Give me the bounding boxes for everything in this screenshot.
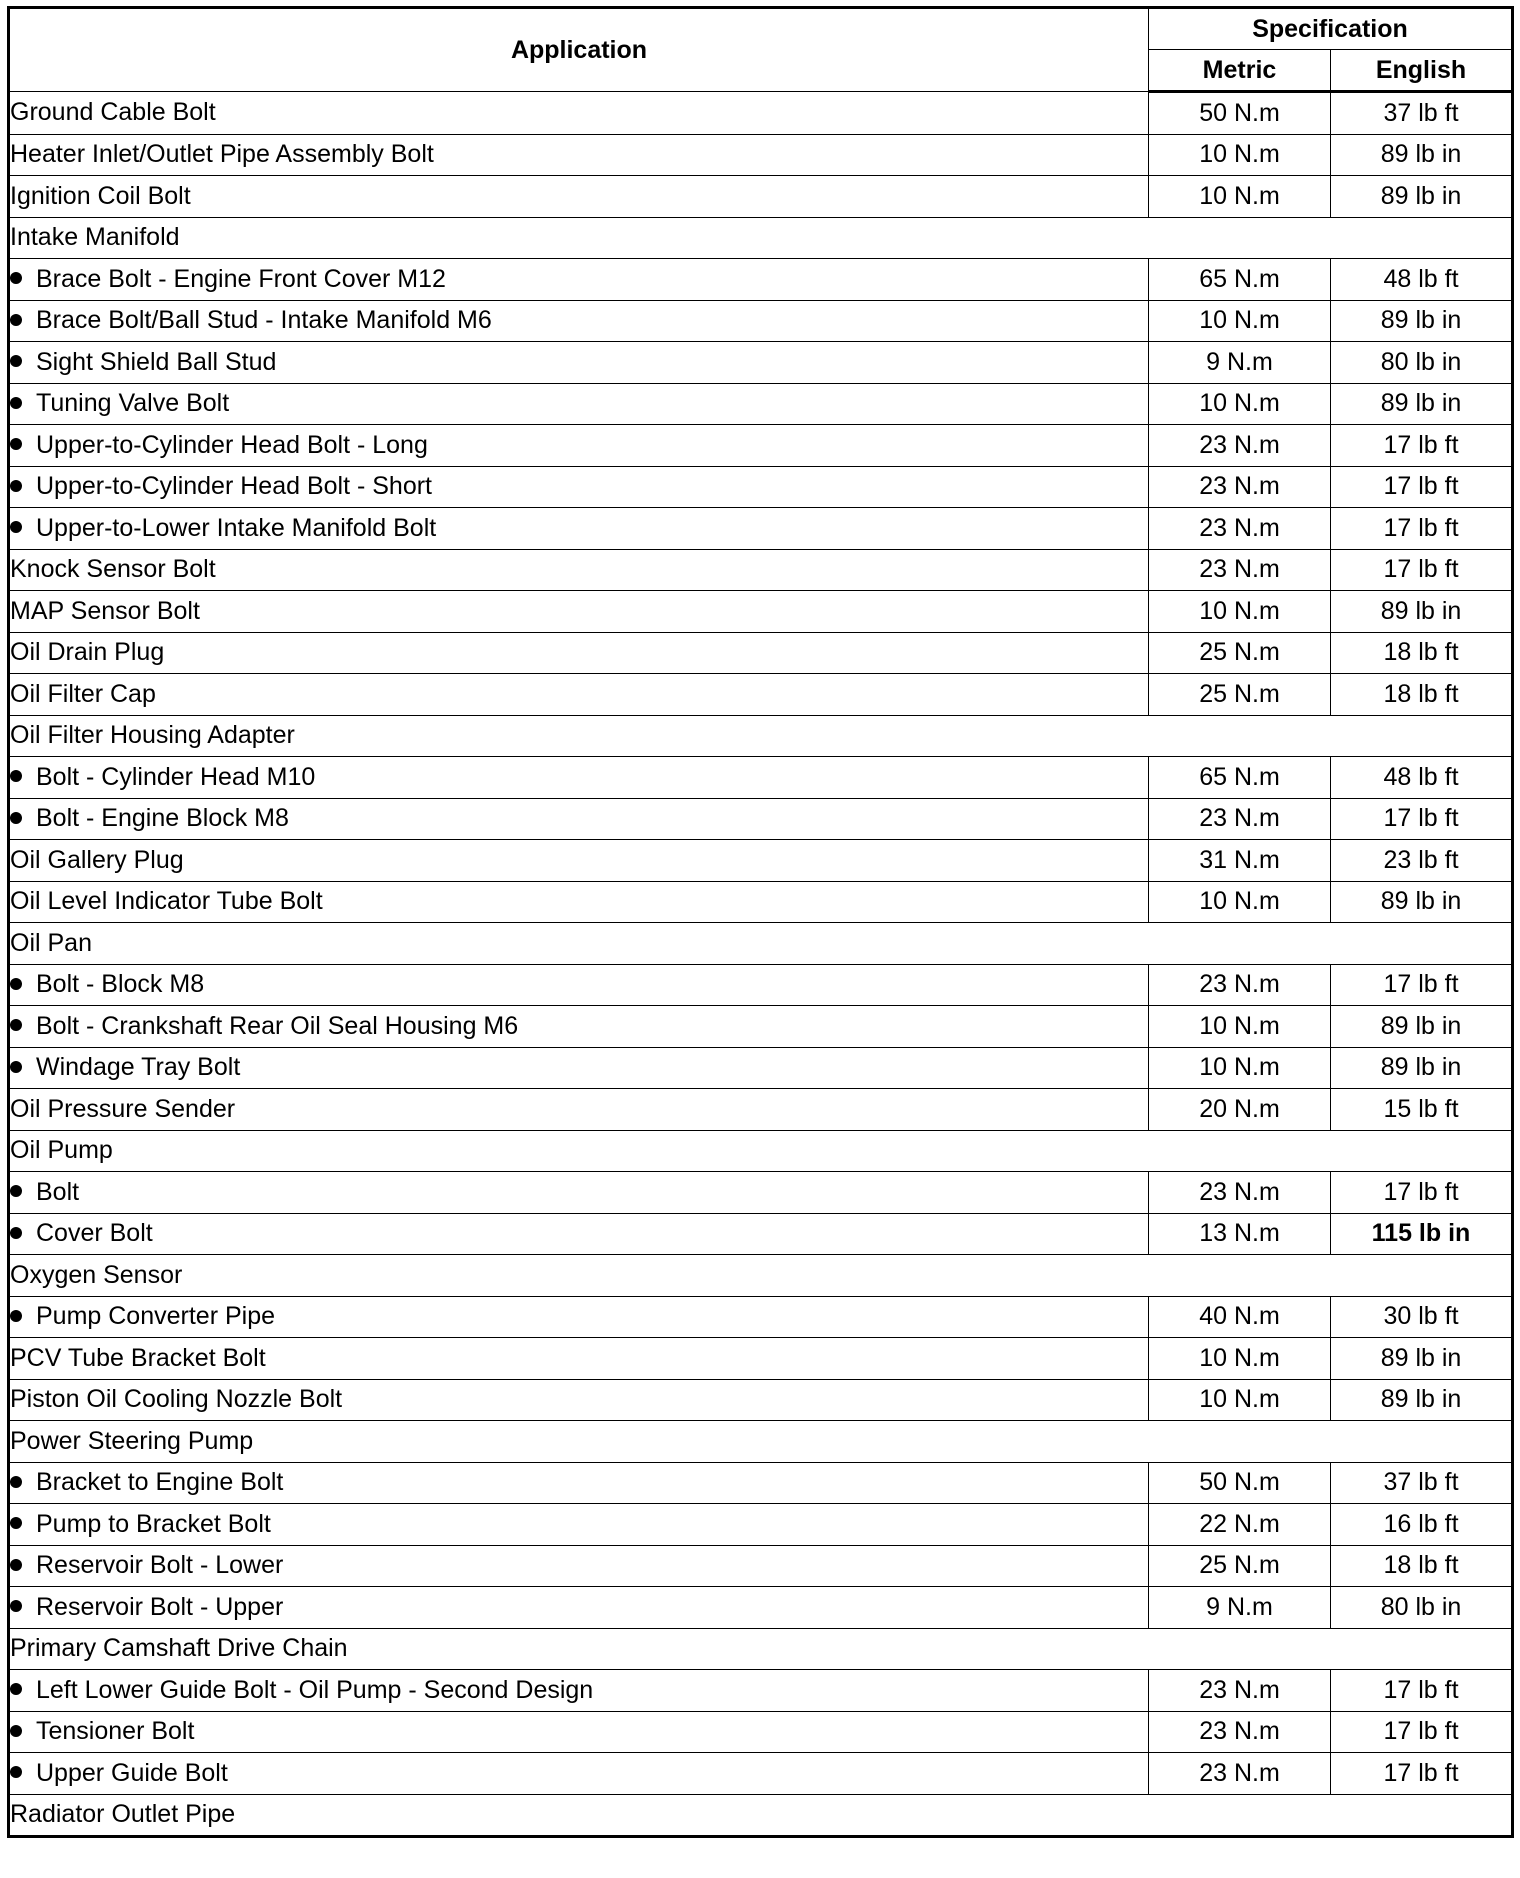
bullet-icon bbox=[10, 1476, 22, 1488]
metric-value: 23 N.m bbox=[1149, 1670, 1331, 1712]
metric-value: 10 N.m bbox=[1149, 176, 1331, 218]
group-row bbox=[9, 1421, 1513, 1463]
english-value: 17 lb ft bbox=[1331, 425, 1513, 467]
english-value: 17 lb ft bbox=[1331, 1711, 1513, 1753]
application-cell bbox=[9, 1711, 1149, 1753]
table-body bbox=[9, 92, 1513, 1837]
application-cell bbox=[9, 881, 1149, 923]
metric-value: 50 N.m bbox=[1149, 92, 1331, 135]
application-cell bbox=[9, 1255, 1513, 1297]
metric-value: 10 N.m bbox=[1149, 134, 1331, 176]
metric-value: 10 N.m bbox=[1149, 1379, 1331, 1421]
table-row bbox=[9, 1462, 1513, 1504]
application-label: Bolt - Cylinder Head M10 bbox=[36, 762, 316, 791]
table-row bbox=[9, 259, 1513, 301]
english-value: 17 lb ft bbox=[1331, 466, 1513, 508]
application-cell bbox=[9, 92, 1149, 135]
application-cell bbox=[9, 508, 1149, 550]
bullet-icon bbox=[10, 1185, 22, 1197]
english-value: 89 lb in bbox=[1331, 1047, 1513, 1089]
table-row bbox=[9, 549, 1513, 591]
application-label: Oil Filter Housing Adapter bbox=[10, 721, 295, 750]
bullet-icon bbox=[10, 314, 22, 326]
group-row bbox=[9, 217, 1513, 259]
bullet-icon bbox=[10, 1227, 22, 1239]
english-value: 89 lb in bbox=[1331, 383, 1513, 425]
group-row bbox=[9, 1794, 1513, 1837]
metric-value: 10 N.m bbox=[1149, 383, 1331, 425]
application-cell bbox=[9, 1587, 1149, 1629]
application-label: Ignition Coil Bolt bbox=[10, 181, 191, 210]
table-row bbox=[9, 176, 1513, 218]
header-metric: Metric bbox=[1149, 50, 1331, 92]
english-value: 17 lb ft bbox=[1331, 1172, 1513, 1214]
english-value: 89 lb in bbox=[1331, 591, 1513, 633]
english-value: 17 lb ft bbox=[1331, 508, 1513, 550]
application-cell bbox=[9, 1753, 1149, 1795]
metric-value: 9 N.m bbox=[1149, 342, 1331, 384]
table-row bbox=[9, 92, 1513, 135]
application-label: Pump to Bracket Bolt bbox=[36, 1509, 271, 1538]
application-label: Ground Cable Bolt bbox=[10, 98, 216, 127]
bullet-icon bbox=[10, 770, 22, 782]
group-row bbox=[9, 923, 1513, 965]
bullet-icon bbox=[10, 355, 22, 367]
application-cell bbox=[9, 1462, 1149, 1504]
table-row bbox=[9, 383, 1513, 425]
english-value: 80 lb in bbox=[1331, 342, 1513, 384]
table-row bbox=[9, 674, 1513, 716]
table-row bbox=[9, 425, 1513, 467]
table-row bbox=[9, 466, 1513, 508]
bullet-icon bbox=[10, 1683, 22, 1695]
application-cell bbox=[9, 1047, 1149, 1089]
application-label: Oil Filter Cap bbox=[10, 679, 156, 708]
application-cell bbox=[9, 549, 1149, 591]
group-row bbox=[9, 1255, 1513, 1297]
application-label: Upper-to-Cylinder Head Bolt - Long bbox=[36, 430, 428, 459]
application-label: Knock Sensor Bolt bbox=[10, 555, 216, 584]
header-specification: Specification bbox=[1149, 8, 1513, 50]
application-label: Heater Inlet/Outlet Pipe Assembly Bolt bbox=[10, 140, 434, 169]
english-value: 18 lb ft bbox=[1331, 632, 1513, 674]
table-row bbox=[9, 798, 1513, 840]
metric-value: 10 N.m bbox=[1149, 300, 1331, 342]
table-row bbox=[9, 881, 1513, 923]
application-label: Oil Pump bbox=[10, 1136, 113, 1165]
application-cell bbox=[9, 1338, 1149, 1380]
metric-value: 31 N.m bbox=[1149, 840, 1331, 882]
metric-value: 10 N.m bbox=[1149, 1047, 1331, 1089]
table-row bbox=[9, 757, 1513, 799]
application-label: Windage Tray Bolt bbox=[36, 1053, 241, 1082]
metric-value: 25 N.m bbox=[1149, 674, 1331, 716]
application-label: Bolt - Block M8 bbox=[36, 970, 205, 999]
table-row bbox=[9, 591, 1513, 633]
table-row bbox=[9, 1670, 1513, 1712]
application-cell bbox=[9, 1504, 1149, 1546]
metric-value: 9 N.m bbox=[1149, 1587, 1331, 1629]
application-cell bbox=[9, 466, 1149, 508]
english-value: 18 lb ft bbox=[1331, 1545, 1513, 1587]
bullet-icon bbox=[10, 1766, 22, 1778]
metric-value: 23 N.m bbox=[1149, 425, 1331, 467]
application-label: Piston Oil Cooling Nozzle Bolt bbox=[10, 1385, 343, 1414]
english-value: 18 lb ft bbox=[1331, 674, 1513, 716]
english-value: 89 lb in bbox=[1331, 1379, 1513, 1421]
application-label: Left Lower Guide Bolt - Oil Pump - Second Design bbox=[36, 1675, 594, 1704]
english-value: 23 lb ft bbox=[1331, 840, 1513, 882]
group-row bbox=[9, 715, 1513, 757]
application-label: Oil Level Indicator Tube Bolt bbox=[10, 887, 323, 916]
table-row bbox=[9, 1711, 1513, 1753]
table-row bbox=[9, 134, 1513, 176]
application-label: Reservoir Bolt - Upper bbox=[36, 1592, 284, 1621]
table-row bbox=[9, 1006, 1513, 1048]
english-value: 30 lb ft bbox=[1331, 1296, 1513, 1338]
english-value: 89 lb in bbox=[1331, 300, 1513, 342]
bullet-icon bbox=[10, 272, 22, 284]
metric-value: 23 N.m bbox=[1149, 466, 1331, 508]
header-english: English bbox=[1331, 50, 1513, 92]
application-cell bbox=[9, 300, 1149, 342]
application-label: Pump Converter Pipe bbox=[36, 1302, 276, 1331]
metric-value: 23 N.m bbox=[1149, 798, 1331, 840]
table-row bbox=[9, 508, 1513, 550]
application-label: Oxygen Sensor bbox=[10, 1260, 183, 1289]
english-value: 17 lb ft bbox=[1331, 798, 1513, 840]
metric-value: 40 N.m bbox=[1149, 1296, 1331, 1338]
table-row bbox=[9, 1213, 1513, 1255]
metric-value: 23 N.m bbox=[1149, 508, 1331, 550]
application-cell bbox=[9, 1628, 1513, 1670]
english-value: 15 lb ft bbox=[1331, 1089, 1513, 1131]
metric-value: 10 N.m bbox=[1149, 1338, 1331, 1380]
torque-spec-table bbox=[7, 6, 1514, 1838]
application-cell bbox=[9, 1130, 1513, 1172]
application-label: Tensioner Bolt bbox=[36, 1717, 195, 1746]
bullet-icon bbox=[10, 438, 22, 450]
table-row bbox=[9, 342, 1513, 384]
application-label: Upper-to-Lower Intake Manifold Bolt bbox=[36, 513, 437, 542]
table-row bbox=[9, 1047, 1513, 1089]
application-label: Oil Pan bbox=[10, 928, 92, 957]
application-cell bbox=[9, 1172, 1149, 1214]
bullet-icon bbox=[10, 1559, 22, 1571]
metric-value: 23 N.m bbox=[1149, 549, 1331, 591]
application-cell bbox=[9, 1213, 1149, 1255]
application-label: Bolt bbox=[36, 1177, 80, 1206]
application-cell bbox=[9, 383, 1149, 425]
english-value: 37 lb ft bbox=[1331, 92, 1513, 135]
application-label: MAP Sensor Bolt bbox=[10, 596, 200, 625]
english-value: 17 lb ft bbox=[1331, 1753, 1513, 1795]
english-value: 89 lb in bbox=[1331, 1338, 1513, 1380]
table-row bbox=[9, 1338, 1513, 1380]
metric-value: 23 N.m bbox=[1149, 1711, 1331, 1753]
table-row bbox=[9, 1089, 1513, 1131]
table-row bbox=[9, 300, 1513, 342]
bullet-icon bbox=[10, 480, 22, 492]
bullet-icon bbox=[10, 1600, 22, 1612]
header-application: Application bbox=[9, 8, 1149, 92]
application-label: Oil Gallery Plug bbox=[10, 845, 184, 874]
bullet-icon bbox=[10, 1310, 22, 1322]
table-row bbox=[9, 1545, 1513, 1587]
application-label: Bolt - Crankshaft Rear Oil Seal Housing M6 bbox=[36, 1011, 519, 1040]
english-value: 17 lb ft bbox=[1331, 1670, 1513, 1712]
application-cell bbox=[9, 1296, 1149, 1338]
english-value: 80 lb in bbox=[1331, 1587, 1513, 1629]
application-label: Brace Bolt - Engine Front Cover M12 bbox=[36, 264, 446, 293]
group-row bbox=[9, 1628, 1513, 1670]
english-value: 16 lb ft bbox=[1331, 1504, 1513, 1546]
application-label: Bolt - Engine Block M8 bbox=[36, 804, 289, 833]
metric-value: 25 N.m bbox=[1149, 1545, 1331, 1587]
metric-value: 13 N.m bbox=[1149, 1213, 1331, 1255]
application-cell bbox=[9, 342, 1149, 384]
group-row bbox=[9, 1130, 1513, 1172]
application-label: Reservoir Bolt - Lower bbox=[36, 1551, 284, 1580]
application-label: Tuning Valve Bolt bbox=[36, 389, 230, 418]
application-cell bbox=[9, 757, 1149, 799]
table-row bbox=[9, 1504, 1513, 1546]
metric-value: 20 N.m bbox=[1149, 1089, 1331, 1131]
application-label: Radiator Outlet Pipe bbox=[10, 1800, 236, 1829]
table-row bbox=[9, 964, 1513, 1006]
bullet-icon bbox=[10, 397, 22, 409]
application-cell bbox=[9, 1421, 1513, 1463]
metric-value: 10 N.m bbox=[1149, 1006, 1331, 1048]
application-label: Primary Camshaft Drive Chain bbox=[10, 1634, 348, 1663]
table-row bbox=[9, 840, 1513, 882]
metric-value: 65 N.m bbox=[1149, 757, 1331, 799]
application-label: Power Steering Pump bbox=[10, 1426, 254, 1455]
english-value: 89 lb in bbox=[1331, 881, 1513, 923]
english-value: 37 lb ft bbox=[1331, 1462, 1513, 1504]
application-label: PCV Tube Bracket Bolt bbox=[10, 1343, 266, 1372]
application-label: Brace Bolt/Ball Stud - Intake Manifold M6 bbox=[36, 306, 492, 335]
english-value: 17 lb ft bbox=[1331, 964, 1513, 1006]
bullet-icon bbox=[10, 978, 22, 990]
application-cell bbox=[9, 632, 1149, 674]
application-label: Sight Shield Ball Stud bbox=[36, 347, 277, 376]
application-cell bbox=[9, 259, 1149, 301]
application-cell bbox=[9, 1006, 1149, 1048]
english-value: 48 lb ft bbox=[1331, 259, 1513, 301]
bullet-icon bbox=[10, 812, 22, 824]
bullet-icon bbox=[10, 521, 22, 533]
english-value: 89 lb in bbox=[1331, 176, 1513, 218]
bullet-icon bbox=[10, 1019, 22, 1031]
application-label: Upper-to-Cylinder Head Bolt - Short bbox=[36, 472, 432, 501]
table-row bbox=[9, 1753, 1513, 1795]
application-cell bbox=[9, 798, 1149, 840]
metric-value: 23 N.m bbox=[1149, 1753, 1331, 1795]
table-row bbox=[9, 1172, 1513, 1214]
metric-value: 23 N.m bbox=[1149, 1172, 1331, 1214]
table-row bbox=[9, 1587, 1513, 1629]
metric-value: 50 N.m bbox=[1149, 1462, 1331, 1504]
application-cell bbox=[9, 1794, 1513, 1837]
application-cell bbox=[9, 425, 1149, 467]
metric-value: 10 N.m bbox=[1149, 881, 1331, 923]
application-cell bbox=[9, 1670, 1149, 1712]
application-cell bbox=[9, 134, 1149, 176]
english-value: 48 lb ft bbox=[1331, 757, 1513, 799]
application-label: Oil Pressure Sender bbox=[10, 1094, 236, 1123]
english-value: 89 lb in bbox=[1331, 134, 1513, 176]
application-cell bbox=[9, 217, 1513, 259]
application-cell bbox=[9, 1379, 1149, 1421]
bullet-icon bbox=[10, 1517, 22, 1529]
application-cell bbox=[9, 964, 1149, 1006]
application-label: Intake Manifold bbox=[10, 223, 180, 252]
table-row bbox=[9, 1296, 1513, 1338]
english-value: 17 lb ft bbox=[1331, 549, 1513, 591]
table-row bbox=[9, 632, 1513, 674]
application-label: Upper Guide Bolt bbox=[36, 1758, 228, 1787]
metric-value: 22 N.m bbox=[1149, 1504, 1331, 1546]
application-cell bbox=[9, 840, 1149, 882]
english-value: 115 lb in bbox=[1331, 1213, 1513, 1255]
application-cell bbox=[9, 1545, 1149, 1587]
table-header bbox=[9, 8, 1513, 92]
application-label: Cover Bolt bbox=[36, 1219, 153, 1248]
english-value: 89 lb in bbox=[1331, 1006, 1513, 1048]
application-cell bbox=[9, 674, 1149, 716]
metric-value: 65 N.m bbox=[1149, 259, 1331, 301]
table-row bbox=[9, 1379, 1513, 1421]
application-label: Oil Drain Plug bbox=[10, 638, 165, 667]
metric-value: 10 N.m bbox=[1149, 591, 1331, 633]
application-cell bbox=[9, 591, 1149, 633]
application-label: Bracket to Engine Bolt bbox=[36, 1468, 284, 1497]
application-cell bbox=[9, 923, 1513, 965]
bullet-icon bbox=[10, 1061, 22, 1073]
application-cell bbox=[9, 176, 1149, 218]
application-cell bbox=[9, 715, 1513, 757]
metric-value: 25 N.m bbox=[1149, 632, 1331, 674]
application-cell bbox=[9, 1089, 1149, 1131]
metric-value: 23 N.m bbox=[1149, 964, 1331, 1006]
bullet-icon bbox=[10, 1725, 22, 1737]
